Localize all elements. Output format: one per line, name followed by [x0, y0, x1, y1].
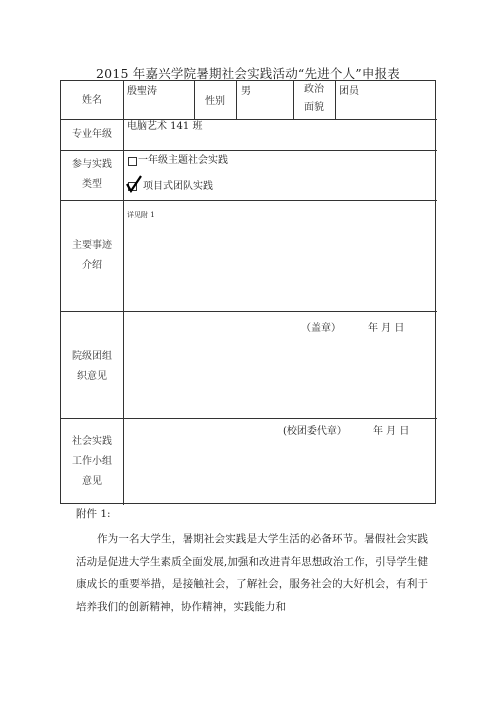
- deeds-label-line-2: 介绍: [82, 260, 102, 271]
- type-option-1-checkbox[interactable]: [128, 157, 137, 166]
- gender-label: 性别: [205, 96, 225, 107]
- political-value[interactable]: 团员: [339, 86, 359, 97]
- type-label: [61, 155, 123, 195]
- type-option-2-label: 项目式团队实践: [143, 181, 213, 192]
- group-stamp: (校团委代章）: [283, 426, 347, 437]
- group-label: [61, 432, 123, 492]
- type-label-line-1: 参与实践: [72, 159, 112, 170]
- group-label-line-3: 意见: [82, 476, 102, 487]
- name-label: 姓名: [82, 95, 102, 106]
- political-label-line-2: 面貌: [304, 102, 324, 113]
- political-label-line-1: 政治: [304, 84, 324, 95]
- checkmark-icon: [126, 175, 142, 193]
- deeds-label-line-1: 主要事迹: [72, 240, 112, 251]
- major-value[interactable]: 电脑艺术 141 班: [127, 121, 203, 132]
- group-label-line-2: 工作小组: [72, 456, 112, 467]
- row-divider: [61, 311, 437, 312]
- type-option-1-label: 一年级主题社会实践: [138, 155, 228, 166]
- deeds-value[interactable]: 详见附 1: [127, 211, 155, 219]
- row-divider: [61, 418, 437, 419]
- row-divider: [61, 119, 437, 120]
- appendix-paragraph: 作为一名大学生，暑期社会实践是大学生活的必备环节。暑假社会实践活动是促进大学生素质全面发展,加强和改进青年思想政治工作，引导学生健康成长的重要举措，是接触社会，了解社会，服务社会的大好机会，有利于培养我们的创新精神，协作精神，实践能力和: [76, 533, 428, 613]
- cell-divider: [236, 81, 237, 119]
- row-divider: [61, 150, 437, 151]
- political-label: [293, 81, 335, 117]
- college-date[interactable]: 年 月 日: [368, 323, 405, 334]
- type-label-line-2: 类型: [82, 179, 102, 190]
- college-label-line-2: 织意见: [77, 371, 107, 382]
- gender-value[interactable]: 男: [241, 86, 251, 97]
- application-form: [60, 80, 436, 504]
- college-stamp: （盖章）: [301, 323, 341, 334]
- college-label-line-1: 院级团组: [72, 351, 112, 362]
- cell-divider: [335, 81, 336, 119]
- row-divider: [61, 200, 437, 201]
- major-label: 专业年级: [72, 129, 112, 140]
- name-value[interactable]: 殷聖涛: [127, 86, 157, 97]
- form-title: 2015 年嘉兴学院暑期社会实践活动“先进个人”申报表: [96, 66, 400, 81]
- appendix-heading: 附件 1:: [76, 508, 111, 520]
- group-label-line-1: 社会实践: [72, 436, 112, 447]
- group-date[interactable]: 年 月 日: [373, 426, 410, 437]
- deeds-label: [61, 236, 123, 276]
- college-label: [61, 347, 123, 387]
- label-column-divider: [123, 81, 124, 505]
